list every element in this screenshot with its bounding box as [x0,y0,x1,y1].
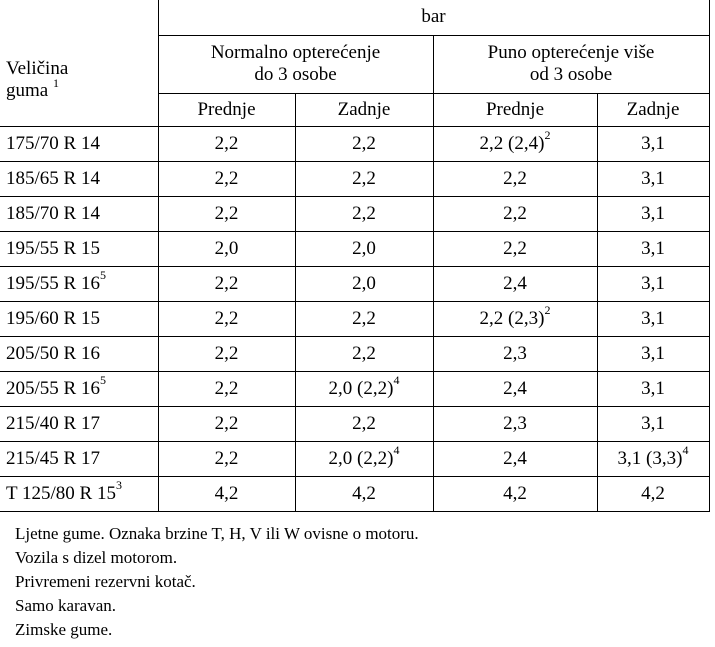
full-front-cell-value: 2,2 (2,4) [479,132,545,154]
normal-rear-cell [295,231,433,266]
full-front-cell-value: 2,3 [503,412,527,434]
full-front-cell-value: 2,4 [503,377,527,399]
tyre-size-cell-value: 195/55 R 16 [6,272,100,294]
full-rear-cell [597,126,709,161]
col-front-full: Prednje [433,93,597,126]
table-row [0,231,709,266]
tyre-size-cell-value: 205/55 R 16 [6,377,100,399]
full-front-cell [433,161,597,196]
full-rear-cell [597,301,709,336]
full-rear-cell [597,371,709,406]
group-full-line1: Puno opterećenje više [487,42,655,63]
full-rear-cell-value: 4,2 [641,482,665,504]
normal-rear-cell-value: 2,2 [352,167,376,189]
normal-front-cell [158,336,295,371]
group-normal-line2: do 3 osobe [254,64,337,85]
col-rear-normal: Zadnje [295,93,433,126]
normal-rear-cell-value: 2,2 [352,342,376,364]
full-rear-cell [597,441,709,476]
size-column-header [0,35,158,126]
tyre-size-cell [0,371,158,406]
full-front-cell-value: 2,2 [503,237,527,259]
full-rear-cell-value: 3,1 [641,412,665,434]
full-front-cell [433,336,597,371]
tyre-size-cell [0,406,158,441]
footnote-4: Samo karavan. [15,596,117,615]
full-rear-cell-value: 3,1 (3,3) [617,447,683,469]
footnotes [15,522,419,642]
header-unit-row [0,0,709,35]
group-full-line2: od 3 osobe [529,64,613,85]
footnote-ref: 2 [544,303,551,318]
full-front-cell [433,301,597,336]
normal-rear-cell-value: 2,0 (2,2) [328,377,394,399]
full-front-cell-value: 2,4 [503,447,527,469]
normal-rear-cell [295,126,433,161]
normal-rear-cell [295,371,433,406]
tyre-size-cell [0,476,158,511]
tyre-size-cell [0,266,158,301]
full-front-cell [433,441,597,476]
tyre-size-cell [0,336,158,371]
header-corner-cell [0,0,158,35]
footnote-3: Privremeni rezervni kotač. [15,572,196,591]
normal-front-cell [158,196,295,231]
normal-front-cell [158,266,295,301]
size-header-footnote-ref: 1 [52,75,59,90]
tyre-size-cell [0,231,158,266]
full-front-cell [433,371,597,406]
normal-rear-cell [295,406,433,441]
full-front-cell-value: 2,3 [503,342,527,364]
table-row [0,301,709,336]
normal-front-cell [158,301,295,336]
normal-front-cell-value: 2,2 [214,307,239,329]
tyre-size-cell-value: 185/70 R 14 [6,202,100,224]
table-row [0,336,709,371]
full-rear-cell-value: 3,1 [641,307,665,329]
size-header-line1: Veličina [6,58,69,80]
full-rear-cell [597,406,709,441]
normal-rear-cell [295,301,433,336]
full-rear-cell-value: 3,1 [641,272,665,294]
full-rear-cell-value: 3,1 [641,377,665,399]
normal-rear-cell [295,161,433,196]
normal-rear-cell [295,441,433,476]
tyre-size-cell [0,126,158,161]
tyre-size-cell [0,301,158,336]
table-row [0,371,709,406]
normal-front-cell-value: 2,2 [214,342,239,364]
tyre-size-cell-value: 215/45 R 17 [6,447,100,469]
full-front-cell-value: 2,2 [503,167,527,189]
normal-front-cell [158,441,295,476]
normal-front-cell-value: 2,0 [214,237,239,259]
footnote-ref: 4 [393,443,400,458]
footnote-ref: 2 [544,128,551,143]
normal-rear-cell-value: 2,0 [352,237,376,259]
normal-front-cell [158,126,295,161]
full-rear-cell [597,266,709,301]
full-front-cell-value: 2,2 [503,202,527,224]
size-header-word: guma [6,80,49,102]
footnote-ref: 4 [682,443,689,458]
footnote-ref: 5 [99,373,106,388]
full-rear-cell [597,336,709,371]
normal-front-cell-value: 2,2 [214,412,239,434]
tyre-size-cell [0,441,158,476]
normal-front-cell-value: 2,2 [214,272,239,294]
footnote-ref: 4 [393,373,400,388]
table-row [0,406,709,441]
normal-front-cell [158,161,295,196]
tyre-size-cell-value: T 125/80 R 15 [6,482,116,504]
full-front-cell [433,476,597,511]
normal-rear-cell [295,336,433,371]
table-row [0,196,709,231]
full-front-cell [433,126,597,161]
full-rear-cell-value: 3,1 [641,342,665,364]
tyre-size-cell [0,196,158,231]
tyre-size-cell-value: 195/55 R 15 [6,237,100,259]
normal-rear-cell [295,266,433,301]
full-front-cell-value: 2,4 [503,272,527,294]
footnote-ref: 3 [115,478,122,493]
footnote-1: Ljetne gume. Oznaka brzine T, H, V ili W ovisne o motoru. [15,524,419,543]
group-normal-load [158,35,433,93]
full-rear-cell-value: 3,1 [641,237,665,259]
full-rear-cell [597,476,709,511]
normal-rear-cell [295,196,433,231]
full-front-cell [433,266,597,301]
footnote-ref: 5 [99,268,106,283]
full-rear-cell [597,161,709,196]
normal-front-cell [158,231,295,266]
group-full-load [433,35,709,93]
tyre-size-cell-value: 205/50 R 16 [6,342,100,364]
normal-front-cell-value: 2,2 [214,132,239,154]
full-front-cell [433,406,597,441]
col-front-normal: Prednje [158,93,295,126]
normal-rear-cell-value: 2,2 [352,132,376,154]
unit-header [158,0,709,35]
footnote-5: Zimske gume. [15,620,113,639]
unit-label: bar [421,6,446,28]
table-row [0,476,709,511]
tyre-size-cell-value: 215/40 R 17 [6,412,100,434]
normal-rear-cell [295,476,433,511]
normal-front-cell-value: 2,2 [214,202,239,224]
table-row [0,266,709,301]
table-row [0,126,709,161]
normal-rear-cell-value: 2,0 [352,272,376,294]
table-row [0,441,709,476]
tyre-size-cell-value: 185/65 R 14 [6,167,100,189]
normal-front-cell-value: 2,2 [214,377,239,399]
normal-rear-cell-value: 4,2 [352,482,376,504]
full-front-cell [433,231,597,266]
normal-front-cell [158,406,295,441]
normal-front-cell [158,371,295,406]
normal-front-cell-value: 4,2 [214,482,239,504]
full-rear-cell-value: 3,1 [641,202,665,224]
tyre-size-cell [0,161,158,196]
table-row [0,161,709,196]
normal-front-cell-value: 2,2 [214,167,239,189]
normal-front-cell [158,476,295,511]
full-rear-cell [597,231,709,266]
normal-rear-cell-value: 2,2 [352,202,376,224]
full-rear-cell-value: 3,1 [641,132,665,154]
normal-rear-cell-value: 2,2 [352,412,376,434]
header-group-row [0,35,709,93]
full-front-cell-value: 4,2 [503,482,527,504]
table-body [0,126,709,511]
full-front-cell-value: 2,2 (2,3) [479,307,545,329]
tyre-size-cell-value: 175/70 R 14 [6,132,100,154]
col-rear-full: Zadnje [597,93,709,126]
full-front-cell [433,196,597,231]
group-normal-line1: Normalno opterećenje [210,42,381,63]
footnote-2: Vozila s dizel motorom. [15,548,178,567]
normal-front-cell-value: 2,2 [214,447,239,469]
tyre-size-cell-value: 195/60 R 15 [6,307,100,329]
normal-rear-cell-value: 2,2 [352,307,376,329]
full-rear-cell [597,196,709,231]
size-header-line2 [6,75,158,102]
normal-rear-cell-value: 2,0 (2,2) [328,447,394,469]
full-rear-cell-value: 3,1 [641,167,665,189]
